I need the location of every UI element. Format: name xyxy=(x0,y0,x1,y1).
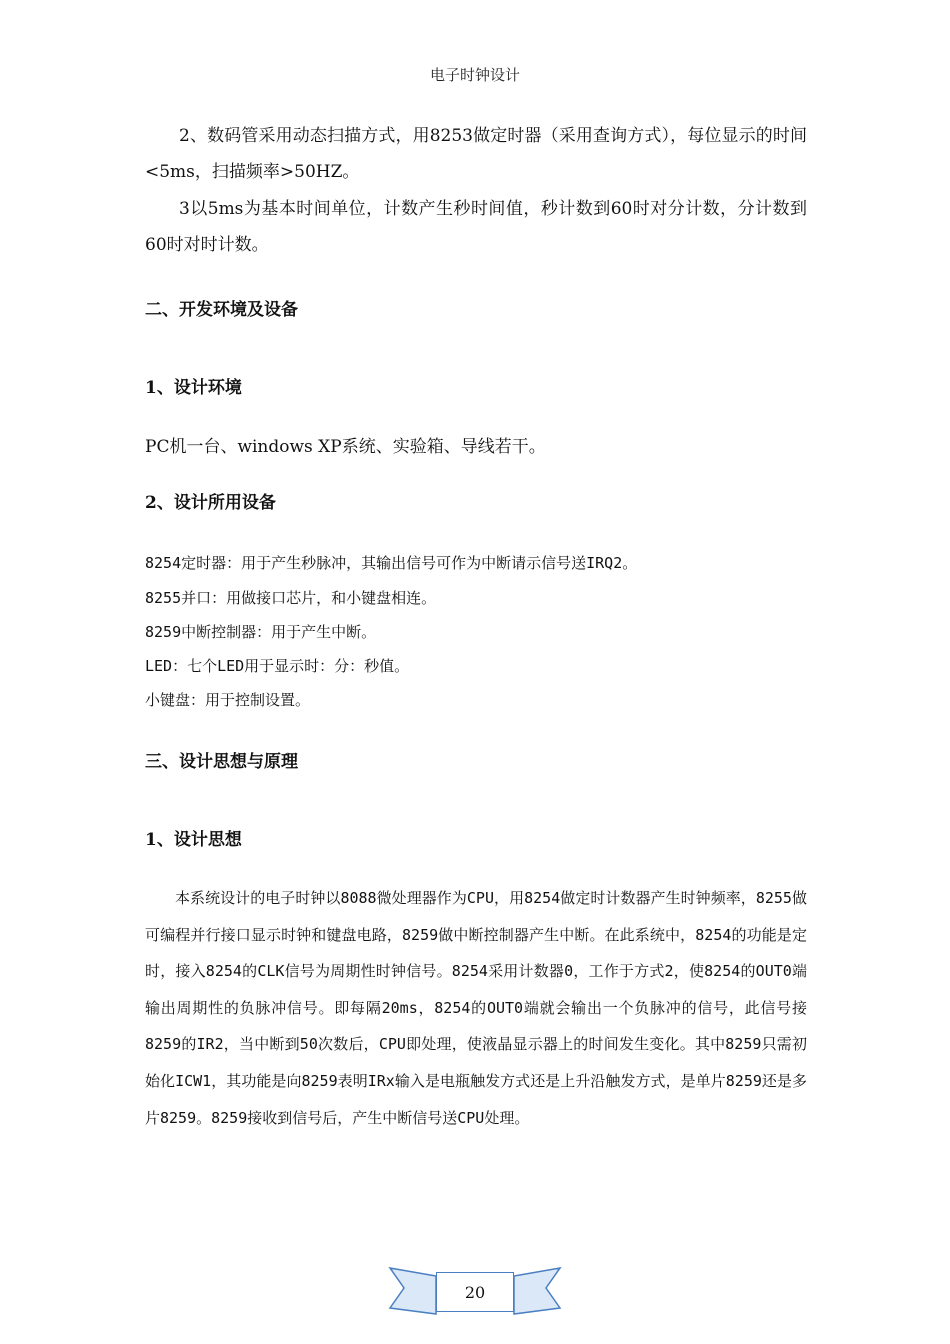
intro-paragraph-3: 3以5ms为基本时间单位，计数产生秒时间值，秒计数到60时对分计数，分计数到60时对时计数。 xyxy=(145,199,807,255)
design-idea-paragraph: 本系统设计的电子时钟以8088微处理器作为CPU，用8254做定时计数器产生时钟频率，8255做可编程并行接口显示时钟和键盘电路，8259做中断控制器产生中断。在此系统中，8254的功能是定时，接入8254的CLK信号为周期性时钟信号。8254采用计数器0，工作于方式2，使8254的OUT0端输出周期性的负脉冲信号。即每隔20ms，8254的OUT0端就会输出一个负脉冲的信号，此信号接8259的IR2，当中断到50次数后，CPU即处理，使液晶显示器上的时间发生变化。其中8259只需初始化ICW1，其功能是向8259表明IRx输入是电瓶触发方式还是上升沿触发方式，是单片8259还是多片8259。8259接收到信号后，产生中断信号送CPU处理。 xyxy=(145,889,807,1127)
device-item: 8255并口：用做接口芯片，和小键盘相连。 xyxy=(145,589,437,607)
page-footer xyxy=(0,1264,950,1320)
subheading-devices: 2、设计所用设备 xyxy=(145,493,276,513)
device-item: LED：七个LED用于显示时：分：秒值。 xyxy=(145,657,410,675)
subheading-design-idea: 1、设计思想 xyxy=(145,830,242,850)
intro-paragraph-2: 2、数码管采用动态扫描方式，用8253做定时器（采用查询方式），每位显示的时间<5ms，扫描频率>50HZ。 xyxy=(145,126,807,182)
environment-text: PC机一台、windows XP系统、实验箱、导线若干。 xyxy=(145,437,546,457)
section-heading-environment: 二、开发环境及设备 xyxy=(145,300,298,320)
section-heading-principle: 三、设计思想与原理 xyxy=(145,752,298,772)
device-item: 小键盘：用于控制设置。 xyxy=(145,691,311,709)
device-item: 8259中断控制器：用于产生中断。 xyxy=(145,623,377,641)
page-number: 20 xyxy=(436,1272,514,1312)
subheading-design-environment: 1、设计环境 xyxy=(145,378,242,398)
running-header: 电子时钟设计 xyxy=(429,66,520,84)
device-item: 8254定时器：用于产生秒脉冲，其输出信号可作为中断请示信号送IRQ2。 xyxy=(145,554,638,572)
